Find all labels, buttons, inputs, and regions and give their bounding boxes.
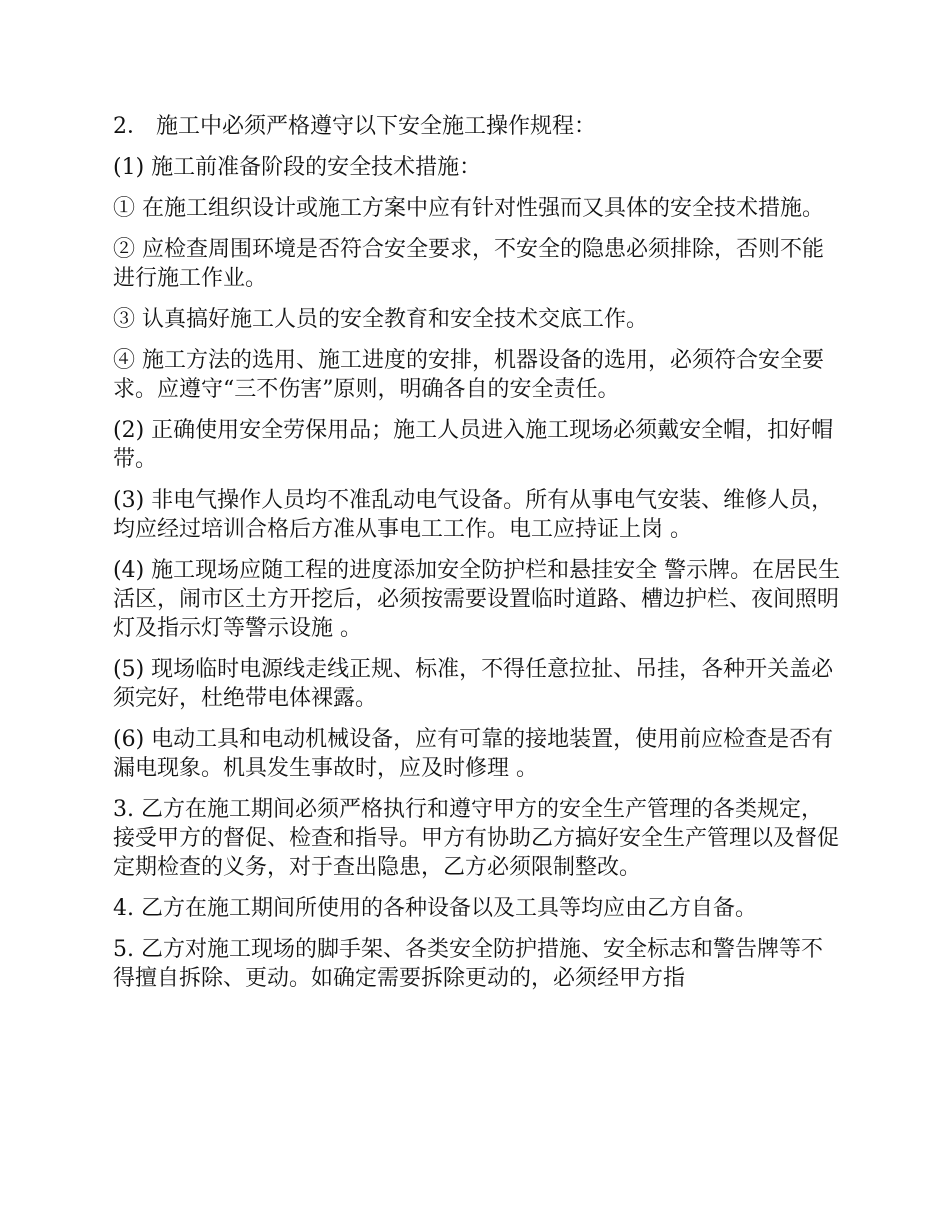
paragraph: (4) 施工现场应随工程的进度添加安全防护栏和悬挂安全 警示牌。在居民生活区，闹市区土方开挖后，必须按需要设置临时道路、槽边护栏、夜间照明灯及指示灯等警示设施 。	[113, 558, 841, 641]
paragraph: (1) 施工前准备阶段的安全技术措施：	[113, 155, 482, 180]
paragraph: (6) 电动工具和电动机械设备，应有可靠的接地装置，使用前应检查是否有漏电现象。机具发生事故时，应及时修理 。	[113, 727, 834, 781]
paragraph: 2． 施工中必须严格遵守以下安全施工操作规程：	[113, 114, 596, 139]
paragraph: ④ 施工方法的选用、施工进度的安排，机器设备的选用，必须符合安全要求。应遵守“三不伤害”原则，明确各自的安全责任。	[113, 348, 824, 402]
paragraph: 4. 乙方在施工期间所使用的各种设备以及工具等均应由乙方自备。	[113, 896, 757, 921]
paragraph: 3. 乙方在施工期间必须严格执行和遵守甲方的安全生产管理的各类规定，接受甲方的督促、检查和指导。甲方有协助乙方搞好安全生产管理以及督促定期检查的义务，对于查出隐患，乙方必须限制整改。	[113, 797, 840, 880]
document-page	[113, 112, 843, 1005]
paragraph: (2) 正确使用安全劳保用品；施工人员进入施工现场必须戴安全帽，扣好帽带。	[113, 418, 834, 472]
paragraph: ① 在施工组织设计或施工方案中应有针对性强而又具体的安全技术措施。	[113, 196, 824, 221]
paragraph: ② 应检查周围环境是否符合安全要求，不安全的隐患必须排除，否则不能进行施工作业。	[113, 237, 824, 291]
paragraph: ③ 认真搞好施工人员的安全教育和安全技术交底工作。	[113, 307, 648, 332]
paragraph: (3) 非电气操作人员均不准乱动电气设备。所有从事电气安装、维修人员，均应经过培训合格后方准从事电工工作。电工应持证上岗 。	[113, 488, 834, 542]
paragraph: (5) 现场临时电源线走线正规、标准，不得任意拉扯、吊挂，各种开关盖必须完好，杜绝带电体裸露。	[113, 657, 834, 711]
paragraph: 5. 乙方对施工现场的脚手架、各类安全防护措施、安全标志和警告牌等不得擅自拆除、更动。如确定需要拆除更动的，必须经甲方指	[113, 937, 823, 991]
